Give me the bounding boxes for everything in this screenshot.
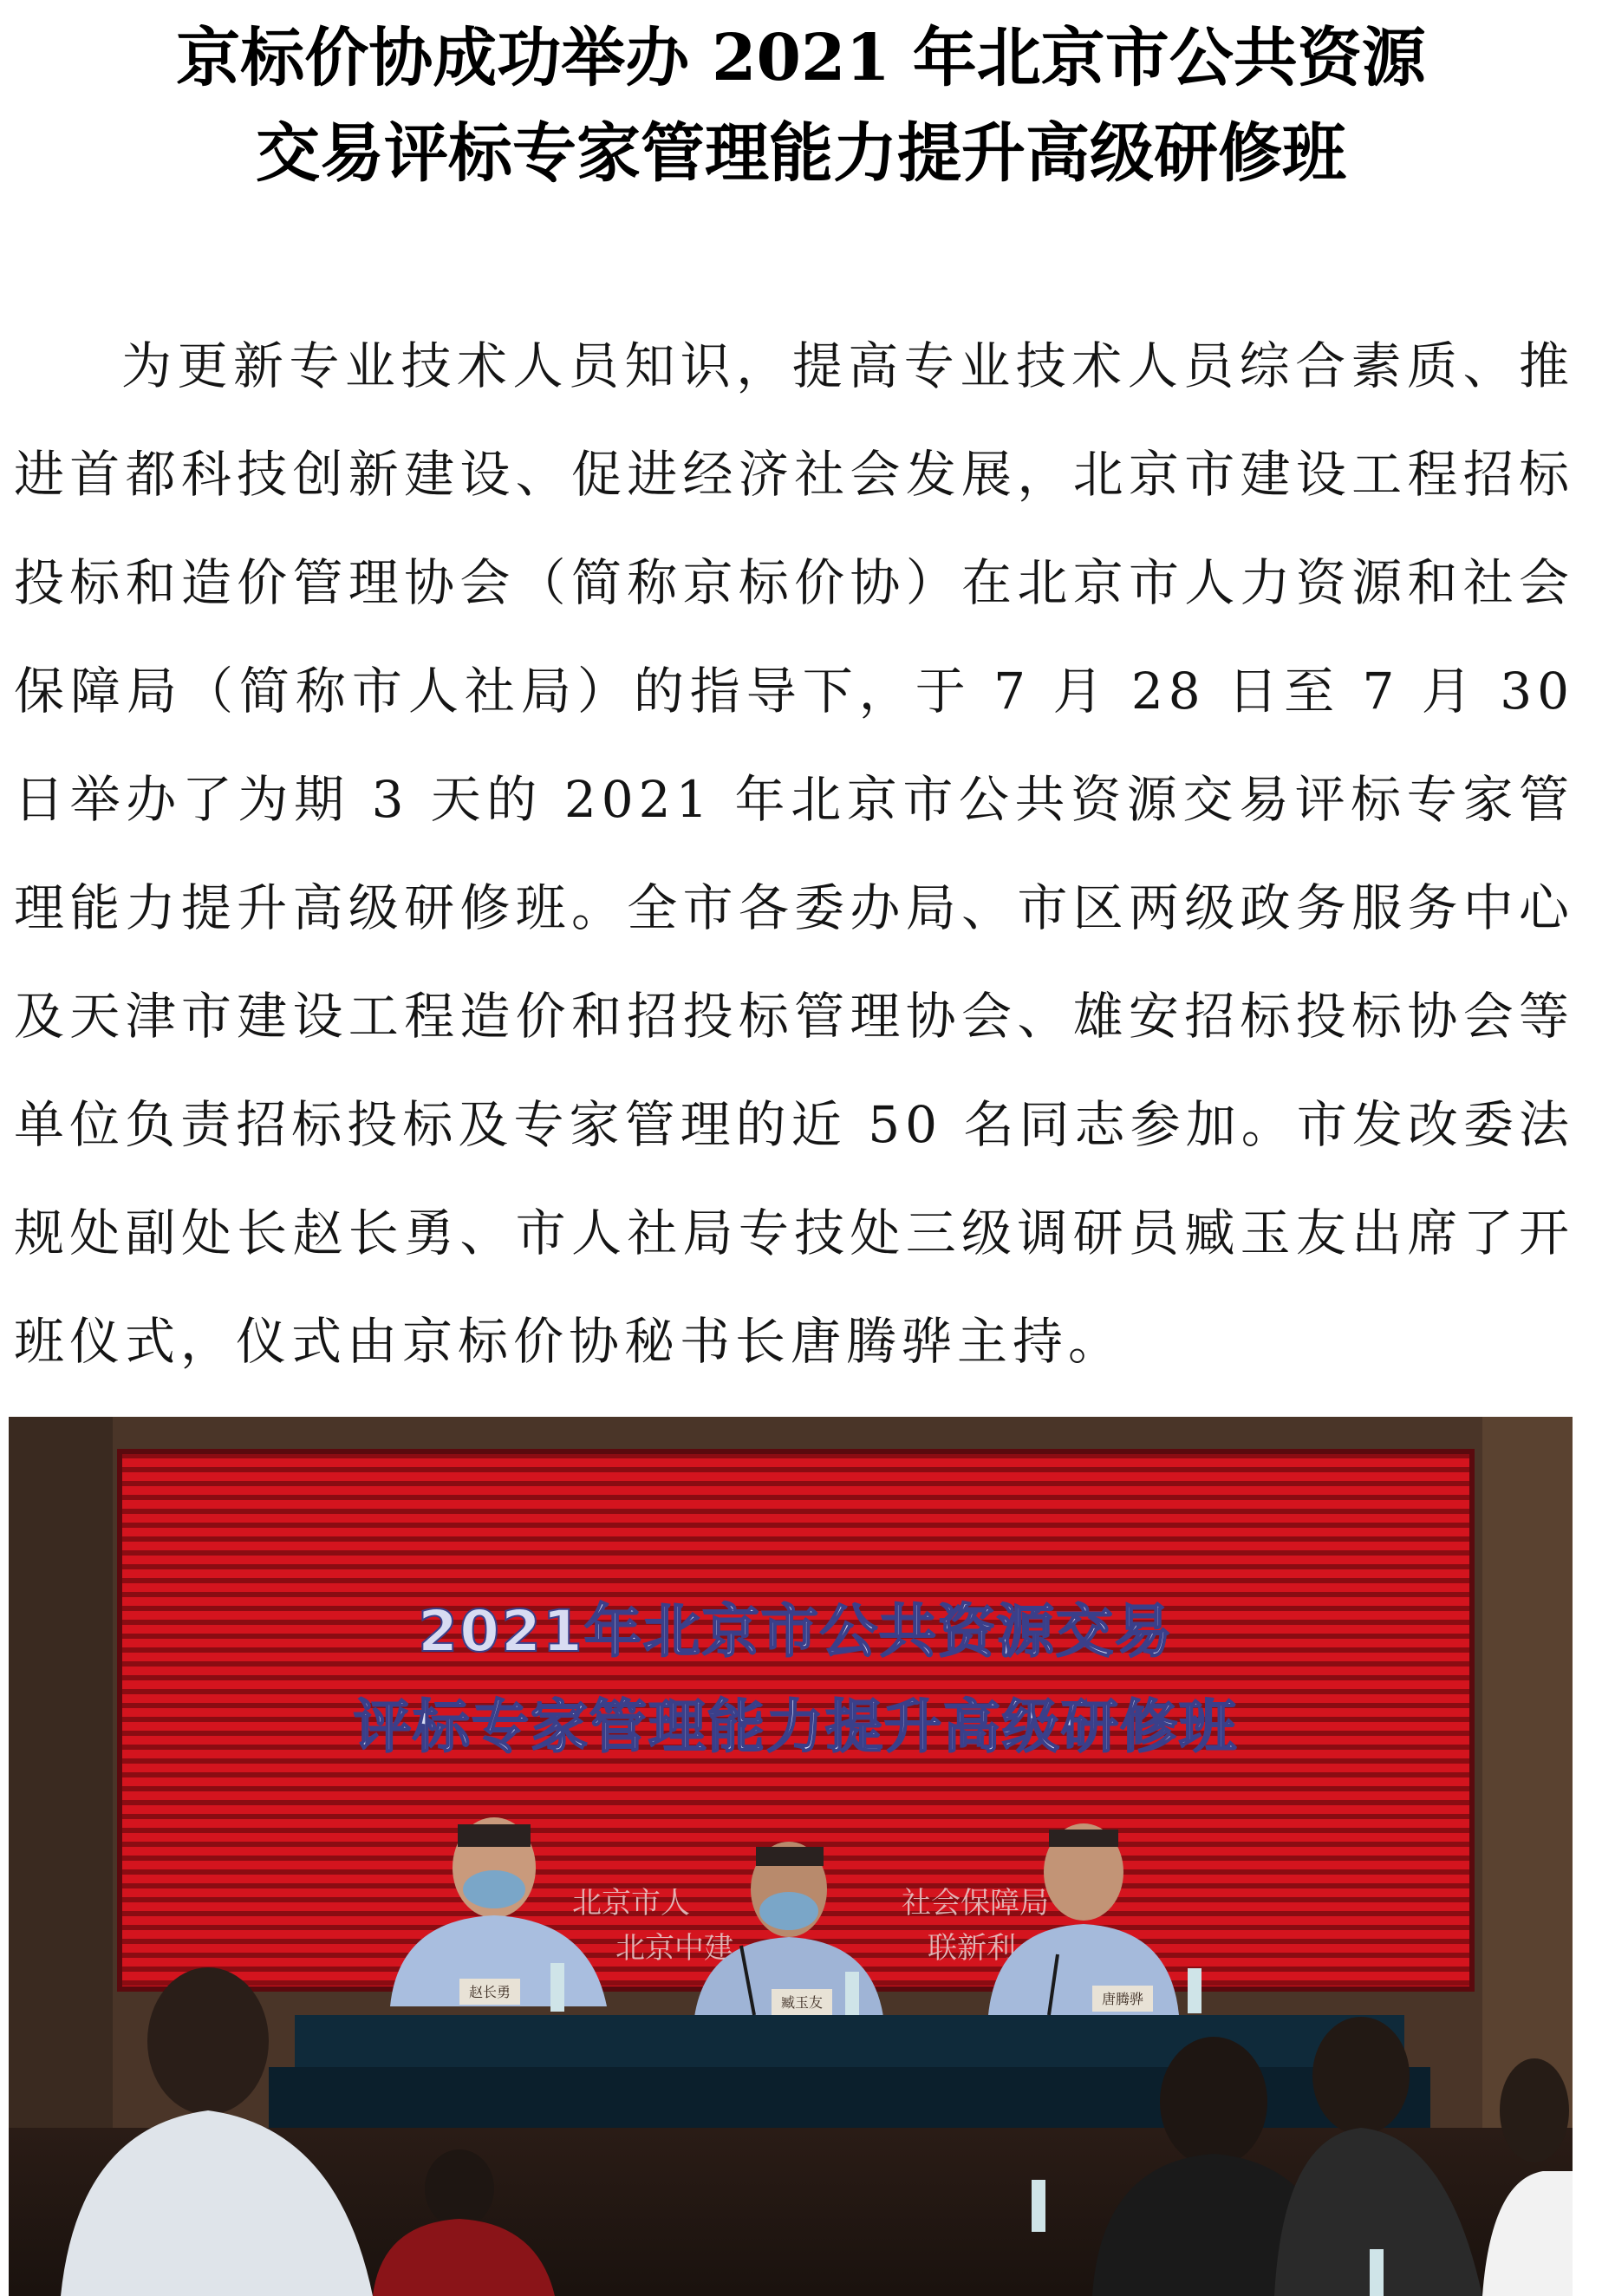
conference-photo	[9, 1417, 1573, 2296]
banner-fragment-1: 北京市人	[572, 1886, 690, 1921]
placard-tang	[1092, 1986, 1153, 2012]
article-title	[0, 10, 1602, 201]
water-bottle	[845, 1972, 859, 2015]
water-bottle	[1188, 1968, 1202, 2013]
screen-title-line-2: 评标专家管理能力提升高级研修班	[354, 1693, 1238, 1760]
water-bottle	[550, 1963, 564, 2012]
title-line-1: 京标价协成功举办 2021 年北京市公共资源	[176, 21, 1426, 95]
banner-fragment-2: 社会保障局	[902, 1886, 1049, 1921]
title-line-2: 交易评标专家管理能力提升高级研修班	[256, 116, 1346, 191]
banner-fragment-4: 联新利	[928, 1931, 1016, 1966]
article-paragraph: 为更新专业技术人员知识，提高专业技术人员综合素质、推进首都科技创新建设、促进经济社会发展，北京市建设工程招标投标和造价管理协会（简称京标价协）在北京市人力资源和社会保障局（简称市人社局）的指导下，于 7 月 28 日至 7 月 30 日举办了为期 3 天的 2021 年北京市公共资源交易评标专家管理能力提升高级研修班。全市各委办局、市区两级政务服务中心及天津市建设工程造价和招投标管理协会、雄安招标投标协会等单位负责招标投标及专家管理的近 50 名同志参加。市发改委法规处副处长赵长勇、市人社局专技处三级调研员臧玉友出席了开班仪式，仪式由京标价协秘书长唐腾骅主持。	[14, 336, 1574, 1371]
svg-text:赵长勇: 赵长勇	[468, 1984, 511, 2000]
screen-title-line-1: 2021年北京市公共资源交易	[418, 1598, 1174, 1665]
conference-photo-illustration	[9, 1417, 1573, 2296]
placard-zhao	[459, 1979, 520, 2005]
placard-zang	[772, 1989, 832, 2015]
banner-fragment-3: 北京中建	[615, 1931, 733, 1966]
svg-text:唐腾骅: 唐腾骅	[1101, 1991, 1144, 2007]
svg-text:臧玉友: 臧玉友	[780, 1994, 824, 2011]
